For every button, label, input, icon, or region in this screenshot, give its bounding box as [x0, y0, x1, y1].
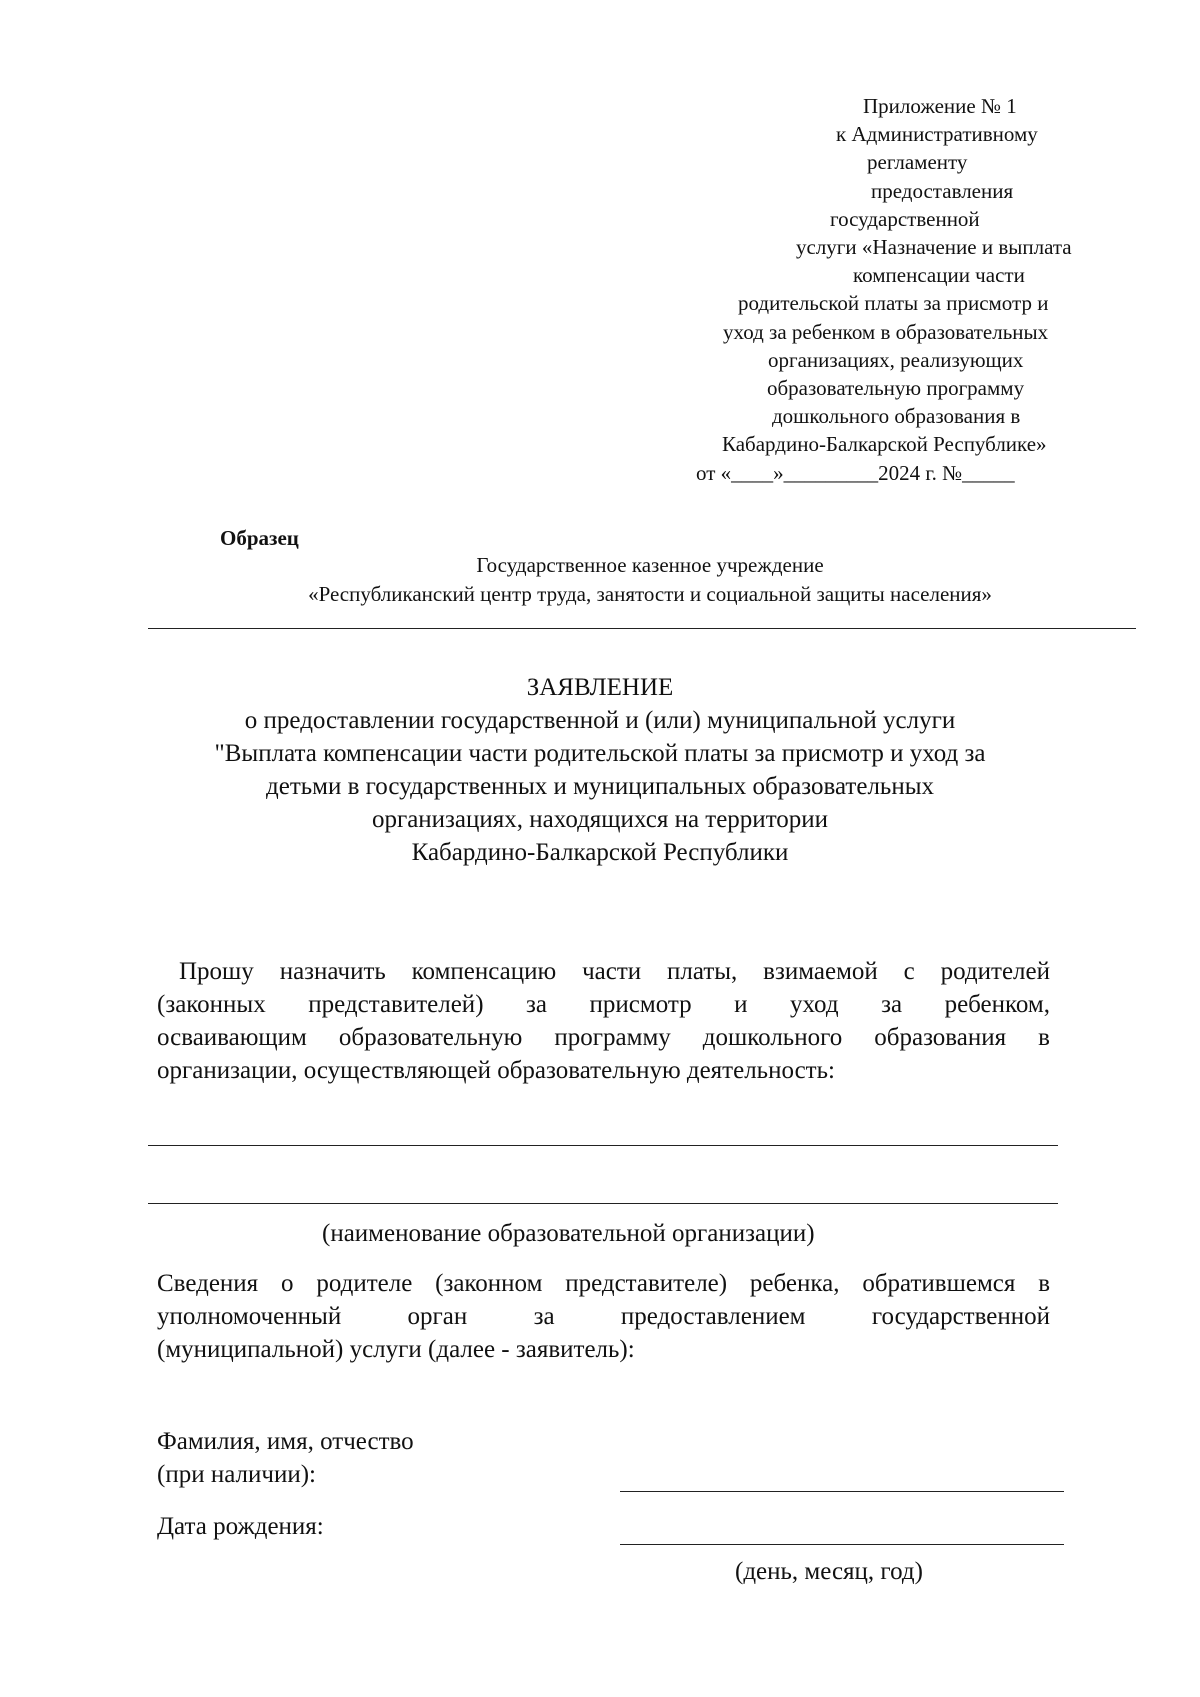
full-name-label-line: (при наличии):: [157, 1461, 316, 1488]
appendix-reference: [640, 92, 1140, 487]
appendix-date-line: от «____»_________2024 г. №_____: [696, 460, 1015, 485]
sample-label: Образец: [220, 526, 299, 550]
org-name-blank-line-1[interactable]: [148, 1145, 1058, 1146]
full-name-label: [157, 1425, 414, 1491]
appendix-line: организациях, реализующих: [768, 347, 1024, 372]
appendix-line: регламенту: [867, 150, 968, 175]
birth-date-label: Дата рождения:: [157, 1513, 324, 1540]
appendix-line: образовательную программу: [767, 376, 1025, 401]
paragraph-line: организации, осуществляющей образовательную деятельность:: [157, 1057, 835, 1084]
paragraph-line: (муниципальной) услуги (далее - заявитель):: [157, 1336, 635, 1363]
appendix-line: родительской платы за присмотр и: [738, 291, 1049, 316]
title-heading: ЗАЯВЛЕНИЕ: [526, 674, 674, 701]
title-line: детьми в государственных и муниципальных образовательных: [266, 773, 934, 800]
full-name-blank-line[interactable]: [620, 1491, 1064, 1492]
title-line: Кабардино-Балкарской Республики: [411, 839, 789, 866]
appendix-line: дошкольного образования в: [772, 404, 1021, 429]
appendix-line: предоставления: [871, 178, 1014, 203]
appendix-line: услуги «Назначение и выплата: [796, 235, 1072, 260]
organization-line: Государственное казенное учреждение: [476, 553, 824, 577]
title-line: "Выплата компенсации части родительской платы за присмотр и уход за: [214, 740, 986, 767]
full-name-label-line: Фамилия, имя, отчество: [157, 1428, 414, 1455]
applicant-paragraph: [157, 1267, 1050, 1366]
paragraph-line: осваивающим образовательную программу дошкольного образования в: [157, 1024, 1050, 1051]
appendix-line: компенсации части: [853, 263, 1025, 288]
organization-line: «Республиканский центр труда, занятости и социальной защиты населения»: [308, 582, 992, 606]
appendix-line: к Административному: [836, 122, 1038, 147]
appendix-line: государственной: [830, 206, 980, 231]
appendix-line: уход за ребенком в образовательных: [723, 319, 1049, 344]
paragraph-line: (законных представителей) за присмотр и уход за ребенком,: [157, 991, 1050, 1018]
organization-header: [150, 551, 1150, 609]
org-name-blank-line-2[interactable]: [148, 1203, 1058, 1204]
appendix-line: Приложение № 1: [863, 94, 1017, 118]
request-paragraph: [157, 955, 1050, 1087]
birth-date-blank-line[interactable]: [620, 1544, 1064, 1545]
title-line: организациях, находящихся на территории: [371, 806, 829, 833]
header-divider: [148, 628, 1136, 629]
document-title: [150, 671, 1050, 869]
paragraph-line: Прошу назначить компенсацию части платы, взимаемой с родителей: [179, 958, 1050, 985]
appendix-line: Кабардино-Балкарской Республике»: [722, 432, 1047, 457]
org-name-caption: (наименование образовательной организации): [322, 1220, 815, 1247]
birth-date-caption: (день, месяц, год): [735, 1558, 923, 1585]
paragraph-line: уполномоченный орган за предоставлением государственной: [157, 1303, 1050, 1330]
title-line: о предоставлении государственной и (или) муниципальной услуги: [244, 707, 956, 734]
paragraph-line: Сведения о родителе (законном представителе) ребенка, обратившемся в: [157, 1270, 1050, 1297]
